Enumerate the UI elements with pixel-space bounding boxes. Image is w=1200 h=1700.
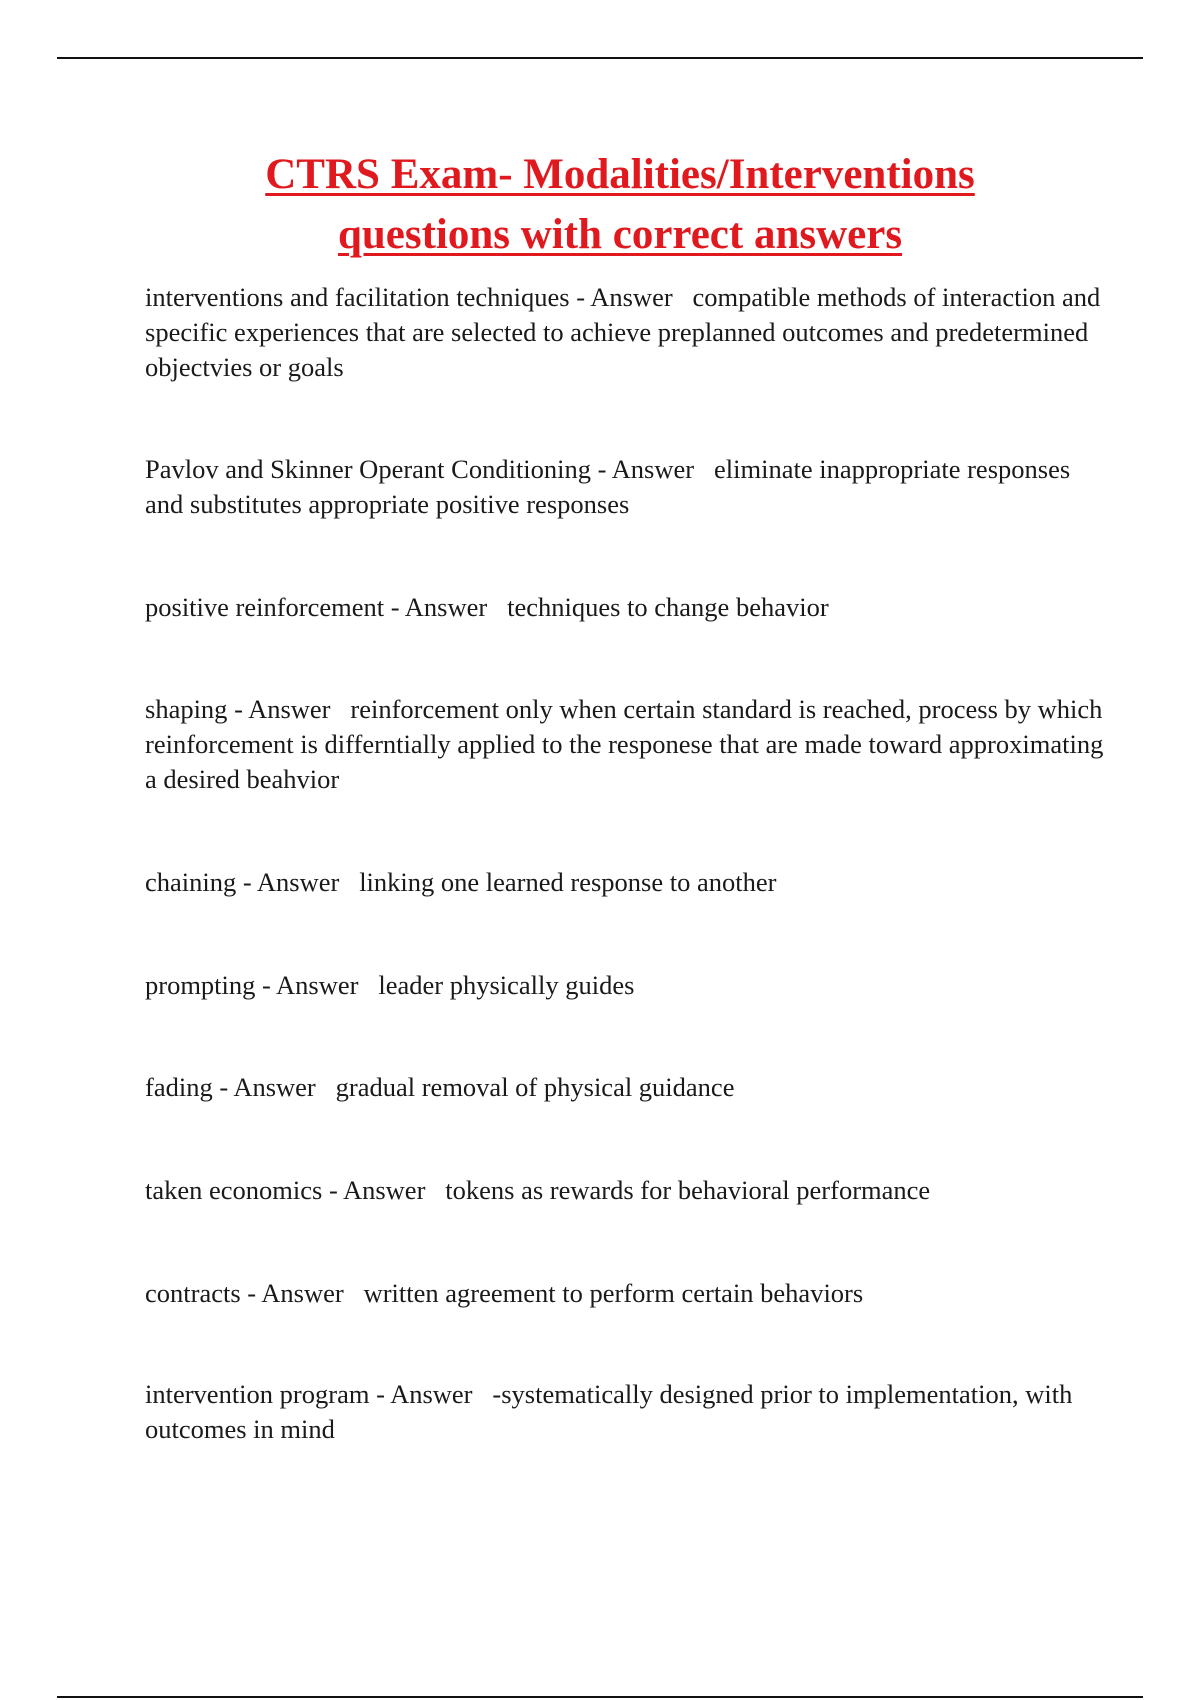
title-line-1: CTRS Exam- Modalities/Interventions [265,151,975,198]
qa-answer: compatible methods of interaction and specific experiences that are selected to achieve preplanned outcomes and predetermined objectvies or goals [145,282,1101,382]
qa-answer-label: Answer [390,1379,473,1409]
qa-item-intervention-program: intervention program - Answer -systematically designed prior to implementation, with outcomes in mind [145,1379,1073,1444]
qa-item-interventions: interventions and facilitation techniques - Answer compatible methods of interaction and specific experiences that are selected to achieve preplanned outcomes and predetermined objectvies or goals [145,282,1101,382]
qa-item-chaining: chaining - Answer linking one learned response to another [145,867,777,897]
qa-answer-label: Answer [342,1175,426,1205]
qa-answer-label: Answer [233,1072,316,1102]
qa-term: chaining [145,867,237,897]
qa-answer: techniques to change behavior [507,592,829,622]
qa-item-shaping: shaping - Answer reinforcement only when certain standard is reached, process by which reinforcement is differntially applied to the responese that are made toward approximating a desired beahvior [145,694,1104,794]
qa-term: intervention program [145,1379,370,1409]
qa-item-pavlov-skinner: Pavlov and Skinner Operant Conditioning - Answer eliminate inappropriate responses and substitutes appropriate positive responses [145,454,1071,519]
qa-answer-label: Answer [276,970,359,1000]
qa-answer: tokens as rewards for behavioral performance [445,1175,931,1205]
qa-term: contracts [145,1278,241,1308]
qa-answer: eliminate inappropriate responses and substitutes appropriate positive responses [145,454,1071,519]
qa-answer-label: Answer [248,694,331,724]
qa-answer-label: Answer [404,592,488,622]
qa-answer: linking one learned response to another [359,867,777,897]
qa-answer-label: Answer [611,454,695,484]
title-line-2: questions with correct answers [337,211,903,258]
qa-answer-label: Answer [256,867,340,897]
qa-answer: -systematically designed prior to implementation, with outcomes in mind [145,1379,1073,1444]
page-top-rule [57,57,1143,59]
qa-term: prompting [145,970,256,1000]
qa-answer-label: Answer [590,282,673,312]
qa-item-positive-reinforcement: positive reinforcement - Answer techniques to change behavior [145,592,829,622]
qa-term: positive reinforcement [145,592,385,622]
qa-item-fading: fading - Answer gradual removal of physical guidance [145,1072,735,1102]
qa-item-contracts: contracts - Answer written agreement to perform certain behaviors [145,1278,864,1308]
qa-answer: gradual removal of physical guidance [335,1072,735,1102]
qa-answer: written agreement to perform certain behaviors [363,1278,864,1308]
document-title [120,145,1120,265]
qa-item-taken-economics: taken economics - Answer tokens as rewards for behavioral performance [145,1175,931,1205]
qa-term: fading [145,1072,213,1102]
qa-term: shaping [145,694,228,724]
qa-answer-label: Answer [261,1278,344,1308]
qa-term: Pavlov and Skinner Operant Conditioning [145,454,592,484]
qa-term: interventions and facilitation techniques [145,282,570,312]
qa-term: taken economics [145,1175,323,1205]
qa-item-prompting: prompting - Answer leader physically guides [145,970,635,1000]
qa-answer: reinforcement only when certain standard is reached, process by which reinforcement is differntially applied to the responese that are made toward approximating a desired beahvior [145,694,1104,794]
page-bottom-rule [57,1696,1143,1698]
qa-answer: leader physically guides [378,970,635,1000]
